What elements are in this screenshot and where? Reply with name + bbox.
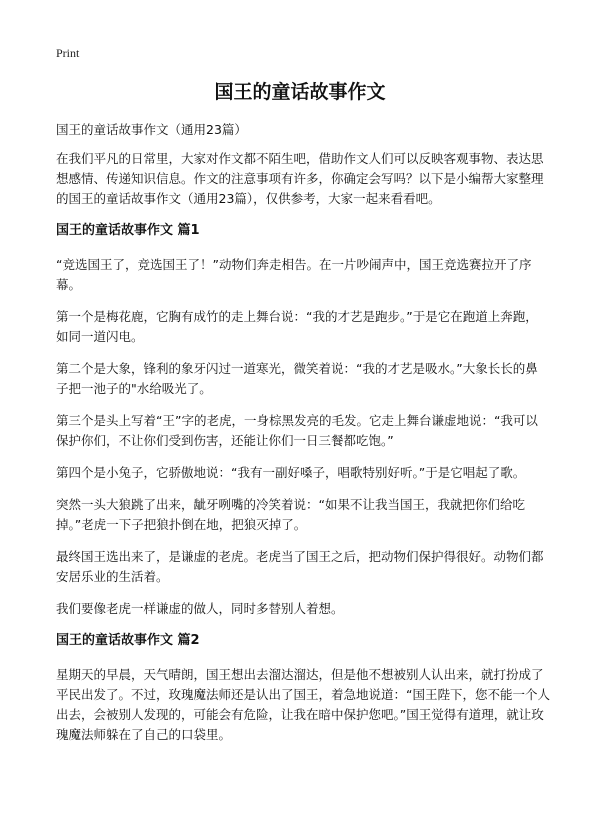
- print-link[interactable]: Print: [56, 46, 80, 60]
- section-heading-1: 国王的童话故事作文 篇1: [56, 223, 200, 238]
- article-subtitle: 国王的童话故事作文（通用23篇）: [56, 122, 247, 137]
- section-1-paragraph: 第一个是梅花鹿，它胸有成竹的走上舞台说：“我的才艺是跑步。”于是它在跑道上奔跑，如同一道闪电。: [56, 309, 538, 344]
- section-1-paragraph: “竞选国王了，竞选国王了！”动物们奔走相告。在一片吵闹声中，国王竞选赛拉开了序幕。: [56, 257, 532, 292]
- page-title: 国王的童话故事作文: [214, 81, 386, 103]
- section-1-paragraph: 我们要像老虎一样谦虚的做人，同时多替别人着想。: [56, 601, 344, 616]
- article-body: [56, 120, 550, 757]
- section-2-paragraph: 星期天的早晨，天气晴朗，国王想出去溜达溜达，但是他不想被别人认出来，就打扮成了平民出发了。不过，玫瑰魔法师还是认出了国王，着急地说道：“国王陛下，您不能一个人出去，会被别人发现的，可能会有危险，让我在暗中保护您吧。”国王觉得有道理，就让玫瑰魔法师躲在了自己的口袋里。: [56, 667, 550, 742]
- section-heading-2: 国王的童话故事作文 篇2: [56, 633, 200, 648]
- section-1-paragraph: 第三个是头上写着“王”字的老虎，一身棕黑发亮的毛发。它走上舞台谦虚地说：“我可以保护你们，不让你们受到伤害，还能让你们一日三餐都吃饱。”: [56, 413, 538, 448]
- intro-paragraph: 在我们平凡的日常里，大家对作文都不陌生吧，借助作文人们可以反映客观事物、表达思想感情、传递知识信息。作文的注意事项有许多，你确定会写吗？以下是小编帮大家整理的国王的童话故事作文（通用23篇），仅供参考，大家一起来看看吧。: [56, 151, 544, 206]
- section-1-paragraph: 突然一头大狼跳了出来，龇牙咧嘴的冷笑着说：“如果不让我当国王，我就把你们给吃掉。”老虎一下子把狼扑倒在地，把狼灭掉了。: [56, 497, 525, 532]
- section-1-paragraph: 最终国王选出来了，是谦虚的老虎。老虎当了国王之后，把动物们保护得很好。动物们都安居乐业的生活着。: [56, 549, 544, 584]
- section-1-paragraph: 第二个是大象，锋利的象牙闪过一道寒光，微笑着说：“我的才艺是吸水。”大象长长的鼻子把一池子的"水给吸光了。: [56, 361, 538, 396]
- section-1-paragraph: 第四个是小兔子，它骄傲地说：“我有一副好嗓子，唱歌特别好听。”于是它唱起了歌。: [56, 465, 526, 480]
